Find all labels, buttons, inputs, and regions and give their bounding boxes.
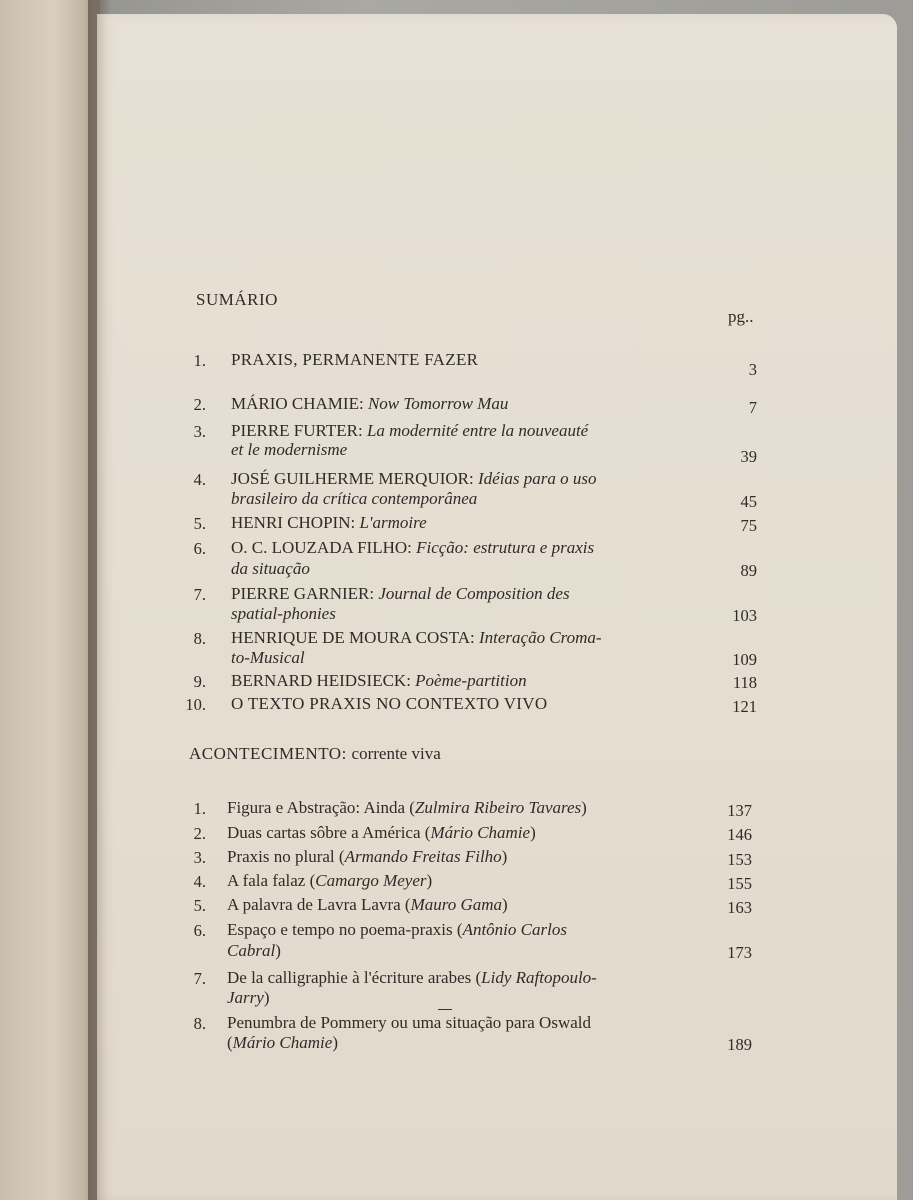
entry-page: 146 [727, 825, 752, 844]
entry-work: Idéias para o uso [477, 469, 597, 488]
entry-work-cont: brasileiro da crítica contemporânea [231, 489, 478, 508]
entry-text [227, 847, 507, 867]
entry-author: BERNARD HEIDSIECK: [231, 671, 411, 690]
entry-page: 75 [740, 516, 757, 535]
entry-title: Figura e Abstração: Ainda ( [227, 798, 415, 817]
entry-text-cont [227, 1033, 338, 1053]
entry-paren: ) [501, 847, 508, 866]
entry-number: 1. [193, 351, 206, 370]
entry-work: La modernité entre la nouveauté [366, 421, 589, 440]
entry-page: 103 [732, 606, 757, 625]
entry-text-cont [227, 941, 281, 961]
entry-work: L'armoire [359, 513, 427, 532]
entry-page: 89 [740, 561, 757, 580]
entry-title: A palavra de Lavra Lavra ( [227, 895, 411, 914]
entry-page: 189 [727, 1035, 752, 1054]
entry-title: PRAXIS, PERMANENTE FAZER [231, 350, 479, 369]
entry-work: Interação Croma- [478, 628, 602, 647]
entry-text [227, 920, 567, 940]
entry-number: 2. [193, 824, 206, 843]
entry-page: 3 [748, 360, 757, 379]
entry-text [231, 628, 602, 648]
entry-work: Poème-partition [415, 671, 527, 690]
entry-number: 3. [193, 848, 206, 867]
entry-text [231, 671, 527, 691]
page-column-label: pg.. [728, 307, 754, 326]
entry-text-cont [231, 489, 477, 509]
entry-author: PIERRE FURTER: [231, 421, 363, 440]
entry-text-cont [231, 604, 336, 624]
entry-text [231, 538, 594, 558]
entry-author: JOSÉ GUILHERME MERQUIOR: [231, 469, 474, 488]
entry-text [227, 895, 508, 915]
entry-author: Antônio Carlos [462, 920, 567, 939]
entry-number: 7. [193, 969, 206, 988]
entry-paren: ) [502, 895, 508, 914]
acontecimento-heading [189, 744, 441, 764]
entry-title: De la calligraphie à l'écriture arabes ( [227, 968, 482, 987]
entry-paren: ) [426, 871, 433, 890]
entry-text-cont [231, 440, 347, 460]
entry-number: 4. [193, 872, 206, 891]
entry-paren: ) [332, 1033, 338, 1052]
entry-page: 121 [732, 697, 757, 716]
entry-page: 109 [732, 650, 757, 669]
entry-text [227, 798, 587, 818]
entry-paren: ) [275, 941, 281, 960]
entry-text-cont [231, 648, 305, 668]
entry-work-cont: to-Musical [231, 648, 305, 667]
entry-number: 8. [193, 1014, 206, 1033]
entry-page: 118 [732, 673, 757, 692]
entry-text [231, 584, 570, 604]
entry-text [227, 823, 536, 843]
entry-text [231, 513, 427, 533]
entry-author: Armando Freitas Filho [344, 847, 502, 866]
sumario-title: SUMÁRIO [196, 290, 278, 309]
entry-text-cont [227, 988, 270, 1008]
entry-text [231, 394, 508, 414]
entry-number: 2. [193, 395, 206, 414]
entry-author: MÁRIO CHAMIE: [231, 394, 364, 413]
entry-number: 10. [185, 695, 206, 714]
entry-page: 7 [748, 398, 757, 417]
entry-number: 5. [193, 514, 206, 533]
entry-paren: ( [227, 1033, 233, 1052]
entry-page: 153 [727, 850, 752, 869]
entry-author: Camargo Meyer [315, 871, 427, 890]
entry-number: 1. [193, 799, 206, 818]
entry-page: 39 [740, 447, 757, 466]
entry-page: 173 [727, 943, 752, 962]
entry-page: 137 [727, 801, 752, 820]
entry-page: 45 [740, 492, 757, 511]
entry-work: Now Tomorrow Mau [367, 394, 509, 413]
left-page-edge [0, 0, 100, 1200]
entry-title: Praxis no plural ( [227, 847, 345, 866]
entry-work-cont: spatial-phonies [231, 604, 336, 623]
entry-number: 3. [193, 422, 206, 441]
entry-author: Mauro Gama [410, 895, 503, 914]
entry-work-cont: et le modernisme [231, 440, 348, 459]
stray-mark [438, 1009, 452, 1010]
acontecimento-subtitle: corrente viva [351, 744, 441, 763]
entry-text [231, 469, 597, 489]
entry-title: Espaço e tempo no poema-praxis ( [227, 920, 463, 939]
entry-author: Zulmira Ribeiro Tavares [414, 798, 582, 817]
entry-text [231, 421, 588, 441]
entry-number: 6. [193, 921, 206, 940]
entry-author: Mário Chamie [430, 823, 531, 842]
entry-number: 8. [193, 629, 206, 648]
entry-title: Penumbra de Pommery ou uma situação para Oswald [227, 1013, 591, 1032]
entry-author-cont: Mário Chamie [232, 1033, 333, 1052]
book-page [97, 14, 897, 1200]
acontecimento-title: ACONTECIMENTO: [189, 744, 347, 763]
entry-work: Journal de Composition des [378, 584, 570, 603]
entry-paren: ) [581, 798, 587, 817]
entry-title: A fala falaz ( [227, 871, 316, 890]
entry-text [227, 871, 432, 891]
entry-author-cont: Jarry [227, 988, 264, 1007]
entry-author: HENRI CHOPIN: [231, 513, 356, 532]
entry-author-cont: Cabral [227, 941, 276, 960]
entry-text-cont [231, 559, 310, 579]
entry-page: 155 [727, 874, 752, 893]
entry-page: 163 [727, 898, 752, 917]
entry-text [227, 1013, 591, 1033]
entry-number: 9. [193, 672, 206, 691]
entry-number: 7. [193, 585, 206, 604]
entry-work: Ficção: estrutura e praxis [416, 538, 595, 557]
entry-number: 6. [193, 539, 206, 558]
entry-author: HENRIQUE DE MOURA COSTA: [231, 628, 475, 647]
entry-number: 4. [193, 470, 206, 489]
entry-title: Duas cartas sôbre a América ( [227, 823, 431, 842]
entry-author: O. C. LOUZADA FILHO: [231, 538, 412, 557]
entry-author: PIERRE GARNIER: [231, 584, 375, 603]
entry-author: Lidy Raftopoulo- [481, 968, 597, 987]
entry-paren: ) [530, 823, 536, 842]
entry-number: 5. [193, 896, 206, 915]
entry-work-cont: da situação [231, 559, 310, 578]
entry-paren: ) [263, 988, 270, 1007]
entry-text [227, 968, 597, 988]
entry-title: O TEXTO PRAXIS NO CONTEXTO VIVO [231, 694, 548, 713]
